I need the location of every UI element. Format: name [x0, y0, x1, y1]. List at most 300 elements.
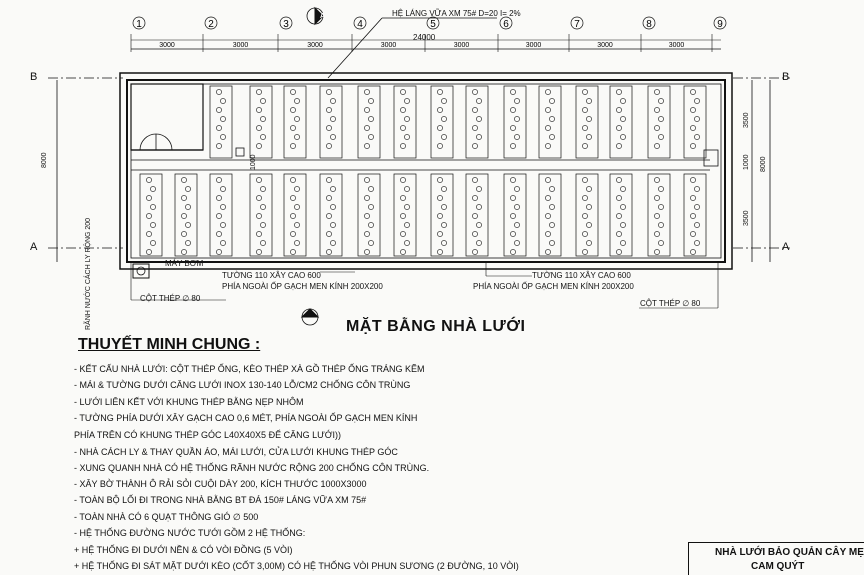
plant-pot-icon: [658, 116, 663, 121]
plant-pot-icon: [441, 240, 446, 245]
plant-pot-icon: [514, 204, 519, 209]
plant-pot-icon: [620, 186, 625, 191]
section-arrow-bottom: [302, 309, 318, 325]
right-height-dim: 8000: [760, 156, 767, 172]
plant-pot-icon: [290, 249, 295, 254]
plant-pot-icon: [330, 240, 335, 245]
gravel-bed: [284, 174, 306, 256]
plant-pot-icon: [260, 240, 265, 245]
plant-pot-icon: [364, 231, 369, 236]
plant-pot-icon: [658, 134, 663, 139]
plant-pot-icon: [549, 240, 554, 245]
plant-pot-icon: [437, 89, 442, 94]
plant-pot-icon: [181, 177, 186, 182]
plant-pot-icon: [216, 231, 221, 236]
plant-pot-icon: [545, 213, 550, 218]
plant-pot-icon: [658, 204, 663, 209]
plant-pot-icon: [658, 240, 663, 245]
plant-pot-icon: [690, 249, 695, 254]
plant-pot-icon: [616, 249, 621, 254]
plant-pot-icon: [476, 98, 481, 103]
notes-heading: THUYẾT MINH CHUNG :: [78, 336, 261, 353]
right-dim-mid: 1000: [743, 154, 750, 170]
plant-pot-icon: [549, 186, 554, 191]
plant-pot-icon: [441, 134, 446, 139]
plant-pot-icon: [181, 231, 186, 236]
plant-pot-icon: [510, 195, 515, 200]
plan-title: MẶT BẰNG NHÀ LƯỚI: [346, 318, 526, 335]
plant-pot-icon: [364, 177, 369, 182]
plant-pot-icon: [441, 98, 446, 103]
plant-pot-icon: [694, 186, 699, 191]
plant-pot-icon: [690, 195, 695, 200]
plant-pot-icon: [690, 125, 695, 130]
plant-pot-icon: [400, 213, 405, 218]
plant-pot-icon: [181, 213, 186, 218]
gravel-bed: [539, 174, 561, 256]
plant-pot-icon: [476, 240, 481, 245]
plant-pot-icon: [216, 125, 221, 130]
plant-pot-icon: [654, 107, 659, 112]
note-line: - LƯỚI LIÊN KẾT VỚI KHUNG THÉP BẰNG NẸP NHÔM: [74, 397, 304, 407]
plant-pot-icon: [220, 186, 225, 191]
plant-pot-icon: [220, 116, 225, 121]
plant-pot-icon: [620, 98, 625, 103]
plant-pot-icon: [549, 98, 554, 103]
grid-number: 5: [430, 19, 436, 30]
note-line: + HỆ THỐNG ĐI SÁT MẶT DƯỚI KÈO (CỐT 3,00M) CÓ HỆ THỐNG VÒI PHUN SƯƠNG (2 ĐƯỜNG, 10 VÒI): [74, 561, 519, 571]
plant-pot-icon: [694, 222, 699, 227]
wall-note-left-1: TƯỜNG 110 XÂY CAO 600: [222, 271, 321, 280]
plant-pot-icon: [658, 222, 663, 227]
plant-pot-icon: [368, 98, 373, 103]
bay-dimension: 3000: [668, 42, 685, 49]
plant-pot-icon: [404, 240, 409, 245]
plant-pot-icon: [620, 134, 625, 139]
grid-number: 4: [357, 19, 363, 30]
plant-pot-icon: [185, 240, 190, 245]
plant-pot-icon: [326, 231, 331, 236]
plant-pot-icon: [545, 89, 550, 94]
plant-pot-icon: [582, 177, 587, 182]
gravel-bed: [576, 174, 598, 256]
plant-pot-icon: [294, 134, 299, 139]
plant-pot-icon: [150, 222, 155, 227]
plant-pot-icon: [582, 107, 587, 112]
drain-label: RÃNH NƯỚC CÁCH LY RỘNG 200: [85, 217, 92, 330]
note-line: - TOÀN BỘ LỐI ĐI TRONG NHÀ BẰNG BT ĐÁ 150# LÁNG VỮA XM 75#: [74, 495, 367, 505]
plant-pot-icon: [437, 213, 442, 218]
plant-pot-icon: [586, 222, 591, 227]
pump-box: [133, 264, 149, 278]
plant-pot-icon: [620, 240, 625, 245]
plant-pot-icon: [400, 177, 405, 182]
plant-pot-icon: [616, 89, 621, 94]
plant-pot-icon: [582, 89, 587, 94]
plant-pot-icon: [216, 249, 221, 254]
plant-pot-icon: [326, 125, 331, 130]
plant-pot-icon: [510, 143, 515, 148]
plant-pot-icon: [146, 213, 151, 218]
plant-pot-icon: [437, 195, 442, 200]
plant-pot-icon: [326, 107, 331, 112]
note-line: - MÁI & TƯỜNG DƯỚI CĂNG LƯỚI INOX 130-140 LỖ/CM2 CHỐNG CÔN TRÙNG: [74, 380, 411, 390]
section-mark-a-right: A: [782, 241, 790, 253]
plant-pot-icon: [514, 222, 519, 227]
plant-pot-icon: [549, 222, 554, 227]
plant-pot-icon: [694, 116, 699, 121]
gravel-bed: [610, 174, 632, 256]
section-mark-b-left: B: [30, 71, 38, 83]
gravel-bed: [140, 174, 162, 256]
plant-pot-icon: [694, 134, 699, 139]
plant-pot-icon: [441, 116, 446, 121]
plant-pot-icon: [404, 186, 409, 191]
plant-pot-icon: [294, 98, 299, 103]
plant-pot-icon: [620, 222, 625, 227]
plant-pot-icon: [654, 231, 659, 236]
changing-room: [131, 84, 203, 150]
plant-pot-icon: [290, 143, 295, 148]
note-line: - XÂY BỜ THÀNH Ô RẢI SỎI CUỘI DÀY 200, KÍCH THƯỚC 1000X3000: [74, 479, 367, 489]
gravel-bed: [684, 174, 706, 256]
plant-pot-icon: [326, 143, 331, 148]
plant-pot-icon: [294, 222, 299, 227]
plant-pot-icon: [437, 177, 442, 182]
plant-pot-icon: [146, 195, 151, 200]
plant-pot-icon: [545, 125, 550, 130]
plant-pot-icon: [582, 249, 587, 254]
bay-dimension: 3000: [159, 42, 175, 49]
note-line: - TOÀN NHÀ CÓ 6 QUẠT THÔNG GIÓ ∅ 500: [74, 512, 259, 522]
note-line: - HỆ THỐNG ĐƯỜNG NƯỚC TƯỚI GỒM 2 HỆ THỐNG:: [74, 528, 306, 538]
grid-number: 8: [646, 19, 652, 30]
overall-dimension: 24000: [413, 33, 436, 42]
plant-pot-icon: [364, 195, 369, 200]
plant-pot-icon: [220, 204, 225, 209]
plant-pot-icon: [694, 98, 699, 103]
plant-pot-icon: [330, 186, 335, 191]
plant-pot-icon: [654, 177, 659, 182]
plant-pot-icon: [694, 204, 699, 209]
plant-pot-icon: [437, 231, 442, 236]
plant-pot-icon: [472, 177, 477, 182]
bay-dimension: 3000: [232, 42, 249, 49]
plant-pot-icon: [216, 89, 221, 94]
grid-number: 7: [574, 19, 580, 30]
pump-label: MÁY BƠM: [165, 259, 204, 268]
grid-number: 9: [717, 19, 723, 30]
plant-pot-icon: [616, 107, 621, 112]
plant-pot-icon: [690, 177, 695, 182]
plant-pot-icon: [216, 143, 221, 148]
plant-pot-icon: [472, 231, 477, 236]
bay-dimension: 3000: [307, 42, 323, 49]
grid-number: 2: [208, 19, 214, 30]
plant-pot-icon: [146, 249, 151, 254]
plant-pot-icon: [690, 213, 695, 218]
wall-note-right-2: PHÍA NGOÀI ỐP GẠCH MEN KÍNH 200X200: [473, 282, 634, 291]
plant-pot-icon: [290, 213, 295, 218]
bay-dimension: 3000: [453, 42, 470, 49]
plant-pot-icon: [545, 107, 550, 112]
plant-pot-icon: [654, 249, 659, 254]
note-line: - NHÀ CÁCH LY & THAY QUẦN ÁO, MÁI LƯỚI, CỬA LƯỚI KHUNG THÉP GÓC: [74, 447, 398, 457]
plant-pot-icon: [404, 222, 409, 227]
plant-pot-icon: [654, 143, 659, 148]
plant-pot-icon: [404, 204, 409, 209]
plant-pot-icon: [616, 125, 621, 130]
plant-pot-icon: [616, 177, 621, 182]
aisle-dim: 1000: [250, 154, 257, 170]
plant-pot-icon: [658, 186, 663, 191]
title-block: [688, 542, 864, 575]
plant-pot-icon: [216, 195, 221, 200]
plant-pot-icon: [658, 98, 663, 103]
plant-pot-icon: [545, 143, 550, 148]
top-floor-note: HỆ LÁNG VỮA XM 75# D=20 I= 2%: [392, 9, 521, 18]
grid-number: 6: [503, 19, 509, 30]
plant-pot-icon: [620, 116, 625, 121]
column-note-right: CỘT THÉP ∅ 80: [640, 299, 701, 308]
plant-pot-icon: [364, 125, 369, 130]
inner-wall-line: [131, 84, 721, 258]
note-line: - KẾT CẤU NHÀ LƯỚI: CỘT THÉP ỐNG, KÈO THÉP XÀ GỒ THÉP ỐNG TRÁNG KẼM: [74, 364, 425, 374]
plant-pot-icon: [654, 213, 659, 218]
plant-pot-icon: [510, 231, 515, 236]
plant-pot-icon: [510, 125, 515, 130]
plant-pot-icon: [616, 213, 621, 218]
plant-pot-icon: [472, 249, 477, 254]
plant-pot-icon: [216, 213, 221, 218]
note-line: + HỆ THỐNG ĐI DƯỚI NỀN & CÓ VÒI ĐỒNG (5 VÒI): [74, 545, 293, 555]
plant-pot-icon: [437, 249, 442, 254]
plant-pot-icon: [216, 177, 221, 182]
plant-pot-icon: [146, 231, 151, 236]
plant-pot-icon: [256, 195, 261, 200]
plant-pot-icon: [260, 204, 265, 209]
gravel-bed: [175, 174, 197, 256]
plant-pot-icon: [472, 143, 477, 148]
plant-pot-icon: [400, 195, 405, 200]
plant-pot-icon: [185, 222, 190, 227]
plant-pot-icon: [364, 143, 369, 148]
plant-pot-icon: [616, 195, 621, 200]
plant-pot-icon: [476, 134, 481, 139]
plant-pot-icon: [441, 204, 446, 209]
plant-pot-icon: [586, 186, 591, 191]
plant-pot-icon: [690, 231, 695, 236]
plant-pot-icon: [368, 204, 373, 209]
gravel-bed: [210, 174, 232, 256]
plant-pot-icon: [654, 125, 659, 130]
plant-pot-icon: [294, 204, 299, 209]
plant-pot-icon: [514, 240, 519, 245]
plant-pot-icon: [545, 195, 550, 200]
plant-pot-icon: [400, 231, 405, 236]
plant-pot-icon: [545, 177, 550, 182]
gravel-bed: [648, 174, 670, 256]
plant-pot-icon: [326, 195, 331, 200]
plant-pot-icon: [616, 143, 621, 148]
plant-pot-icon: [582, 143, 587, 148]
plant-pot-icon: [472, 213, 477, 218]
plant-pot-icon: [476, 186, 481, 191]
right-dim-top: 3500: [743, 112, 750, 128]
plant-pot-icon: [549, 204, 554, 209]
right-dim-bottom: 3500: [743, 210, 750, 226]
gravel-bed: [431, 174, 453, 256]
plant-pot-icon: [256, 231, 261, 236]
plant-pot-icon: [620, 204, 625, 209]
gravel-bed: [466, 174, 488, 256]
plant-pot-icon: [220, 222, 225, 227]
plant-pot-icon: [441, 222, 446, 227]
plant-pot-icon: [150, 240, 155, 245]
title-block-line2: CAM QUÝT: [751, 561, 805, 572]
plant-pot-icon: [586, 116, 591, 121]
plant-pot-icon: [400, 249, 405, 254]
grid-number: 1: [136, 19, 142, 30]
plant-pot-icon: [260, 116, 265, 121]
plant-pot-icon: [476, 116, 481, 121]
plant-pot-icon: [256, 125, 261, 130]
plant-pot-icon: [582, 195, 587, 200]
plant-pot-icon: [290, 177, 295, 182]
plant-pot-icon: [290, 89, 295, 94]
plant-pot-icon: [330, 116, 335, 121]
plant-pot-icon: [326, 249, 331, 254]
note-line: PHÍA TRÊN CÓ KHUNG THÉP GÓC L40X40X5 ĐỂ CĂNG LƯỚI)): [74, 430, 341, 440]
gravel-bed: [320, 174, 342, 256]
plant-pot-icon: [256, 249, 261, 254]
plant-pot-icon: [260, 222, 265, 227]
plant-pot-icon: [364, 249, 369, 254]
plant-pot-icon: [181, 249, 186, 254]
plant-pot-icon: [364, 213, 369, 218]
plant-pot-icon: [514, 186, 519, 191]
plant-pot-icon: [472, 89, 477, 94]
plant-pot-icon: [404, 116, 409, 121]
plant-pot-icon: [368, 134, 373, 139]
gravel-bed: [250, 174, 272, 256]
plant-pot-icon: [404, 134, 409, 139]
plant-pot-icon: [690, 89, 695, 94]
grid-number: 3: [283, 19, 289, 30]
plant-pot-icon: [150, 186, 155, 191]
plant-pot-icon: [220, 240, 225, 245]
plant-pot-icon: [400, 143, 405, 148]
plant-pot-icon: [472, 107, 477, 112]
plant-pot-icon: [185, 186, 190, 191]
outer-drain-outline: [120, 73, 732, 269]
plant-pot-icon: [545, 231, 550, 236]
plant-pot-icon: [510, 213, 515, 218]
plant-pot-icon: [437, 125, 442, 130]
plant-pot-icon: [476, 204, 481, 209]
plant-pot-icon: [514, 116, 519, 121]
plant-pot-icon: [690, 143, 695, 148]
title-block-line1: NHÀ LƯỚI BẢO QUẢN CÂY MẸ: [715, 547, 864, 558]
plant-pot-icon: [437, 143, 442, 148]
plant-pot-icon: [256, 143, 261, 148]
plant-pot-icon: [582, 231, 587, 236]
plant-pot-icon: [441, 186, 446, 191]
wall-note-left-2: PHÍA NGOÀI ỐP GẠCH MEN KÍNH 200X200: [222, 282, 383, 291]
plant-pot-icon: [330, 98, 335, 103]
section-arrow-label: A: [320, 13, 326, 20]
plant-pot-icon: [260, 134, 265, 139]
gravel-bed: [504, 174, 526, 256]
plant-pot-icon: [326, 213, 331, 218]
gravel-bed: [358, 174, 380, 256]
plant-pot-icon: [216, 107, 221, 112]
plant-pot-icon: [472, 125, 477, 130]
plant-pot-icon: [586, 98, 591, 103]
plant-pot-icon: [364, 89, 369, 94]
plant-pot-icon: [582, 125, 587, 130]
plant-pot-icon: [330, 134, 335, 139]
plant-pot-icon: [437, 107, 442, 112]
plant-pot-icon: [326, 89, 331, 94]
plant-pot-icon: [368, 116, 373, 121]
plant-pot-icon: [368, 186, 373, 191]
plant-pot-icon: [510, 177, 515, 182]
plant-pot-icon: [220, 98, 225, 103]
bay-dimension: 3000: [380, 42, 397, 49]
plant-pot-icon: [586, 240, 591, 245]
plant-pot-icon: [690, 107, 695, 112]
plant-pot-icon: [364, 107, 369, 112]
plant-pot-icon: [400, 125, 405, 130]
plant-pot-icon: [260, 186, 265, 191]
plant-pot-icon: [476, 222, 481, 227]
section-mark-a-left: A: [30, 241, 38, 253]
plant-pot-icon: [616, 231, 621, 236]
plant-pot-icon: [510, 107, 515, 112]
plant-pot-icon: [514, 98, 519, 103]
plant-pot-icon: [294, 116, 299, 121]
note-line: - TƯỜNG PHÍA DƯỚI XÂY GẠCH CAO 0,6 MÉT, PHÍA NGOÀI ỐP GẠCH MEN KÍNH: [74, 413, 418, 423]
plant-pot-icon: [654, 195, 659, 200]
plant-pot-icon: [260, 98, 265, 103]
plant-pot-icon: [549, 116, 554, 121]
plant-pot-icon: [510, 249, 515, 254]
plant-pot-icon: [586, 204, 591, 209]
plant-pot-icon: [400, 89, 405, 94]
plant-pot-icon: [290, 107, 295, 112]
plant-pot-icon: [290, 195, 295, 200]
plant-pot-icon: [326, 177, 331, 182]
plant-pot-icon: [654, 89, 659, 94]
plant-pot-icon: [330, 222, 335, 227]
plant-pot-icon: [150, 204, 155, 209]
note-line: - XUNG QUANH NHÀ CÓ HỆ THỐNG RÃNH NƯỚC RỘNG 200 CHỐNG CÔN TRÙNG.: [74, 463, 430, 473]
bay-dimension: 3000: [525, 42, 542, 49]
plant-pot-icon: [368, 222, 373, 227]
plant-pot-icon: [694, 240, 699, 245]
plant-pot-icon: [330, 204, 335, 209]
plant-pot-icon: [294, 240, 299, 245]
gravel-bed: [394, 174, 416, 256]
plant-pot-icon: [545, 249, 550, 254]
plant-pot-icon: [400, 107, 405, 112]
plant-pot-icon: [220, 134, 225, 139]
plant-pot-icon: [586, 134, 591, 139]
column-note-left: CỘT THÉP ∅ 80: [140, 294, 201, 303]
plant-pot-icon: [472, 195, 477, 200]
left-height-dim: 8000: [41, 152, 48, 168]
